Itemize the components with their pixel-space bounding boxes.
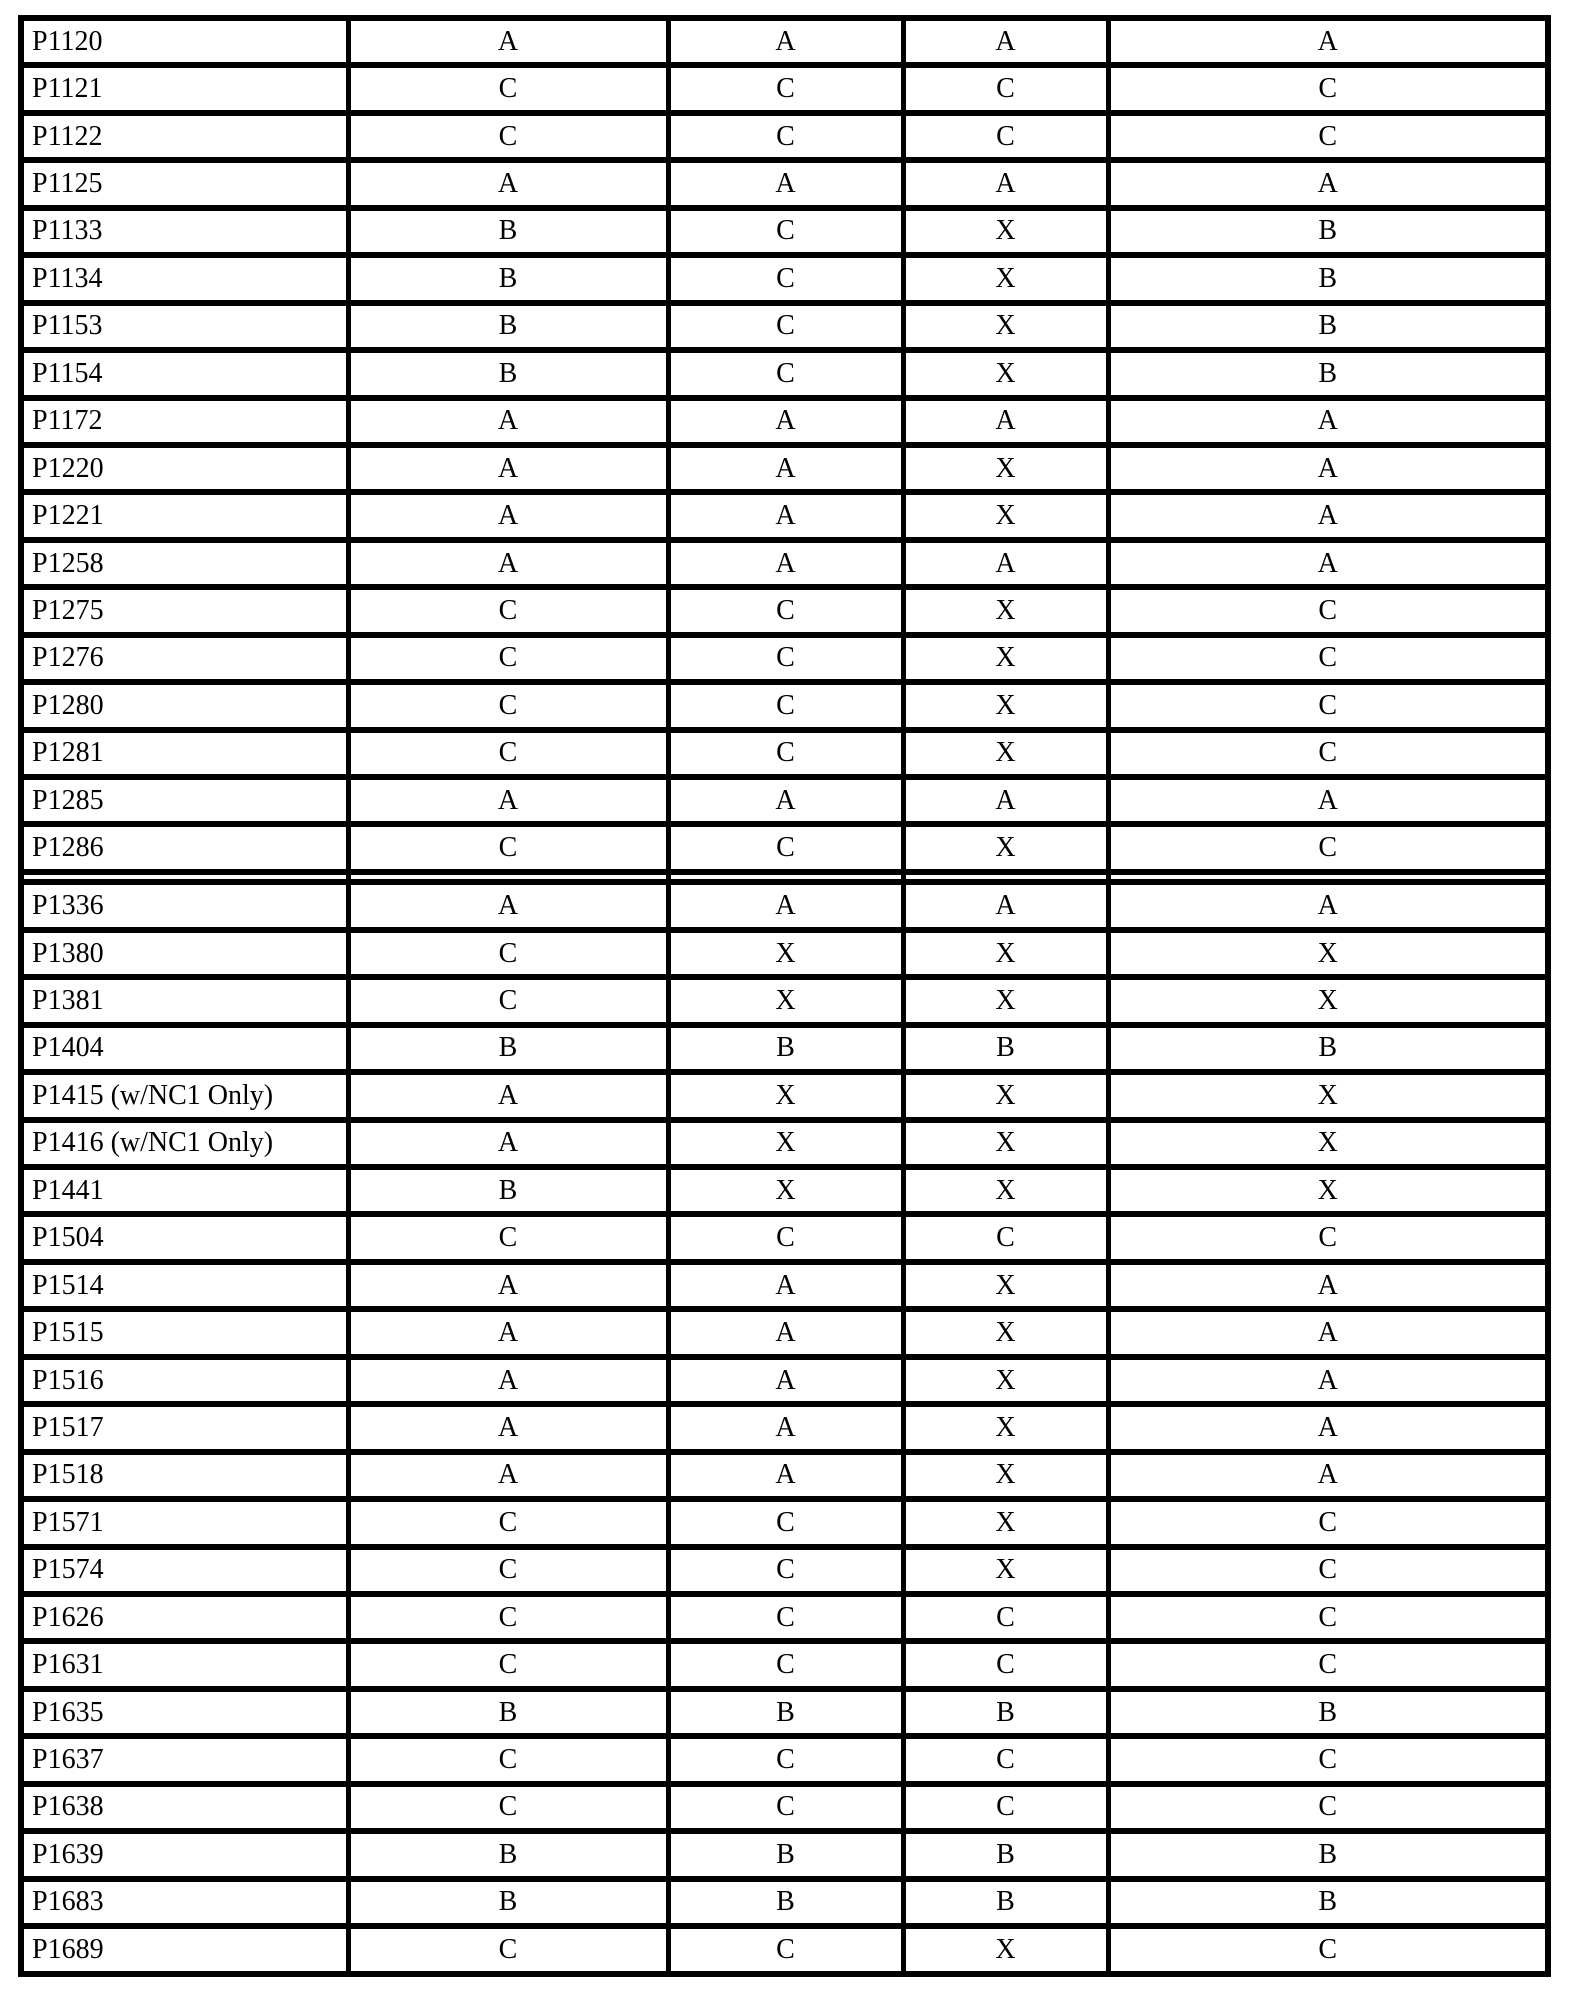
value-cell: A [668, 492, 903, 539]
value-cell: A [348, 882, 668, 929]
value-cell: C [348, 930, 668, 977]
value-cell: C [348, 65, 668, 112]
value-cell: C [348, 1926, 668, 1974]
value-cell: C [348, 1641, 668, 1688]
value-cell: C [668, 255, 903, 302]
value-cell: C [668, 1641, 903, 1688]
code-cell: P1122 [21, 113, 348, 160]
value-cell: C [903, 1594, 1108, 1641]
value-cell: B [668, 1879, 903, 1926]
value-cell: C [348, 977, 668, 1024]
value-cell: A [668, 18, 903, 65]
value-cell [903, 872, 1108, 883]
table-row [21, 682, 1548, 729]
value-cell: A [903, 777, 1108, 824]
value-cell: A [1108, 777, 1548, 824]
table-row [21, 1689, 1548, 1736]
code-cell: P1133 [21, 208, 348, 255]
value-cell: X [668, 1120, 903, 1167]
value-cell: A [668, 1262, 903, 1309]
code-cell: P1683 [21, 1879, 348, 1926]
code-cell: P1514 [21, 1262, 348, 1309]
value-cell [348, 872, 668, 883]
value-cell [1108, 872, 1548, 883]
value-cell: B [903, 1689, 1108, 1736]
value-cell: C [668, 730, 903, 777]
code-cell: P1134 [21, 255, 348, 302]
value-cell: C [348, 682, 668, 729]
value-cell: X [903, 1499, 1108, 1546]
code-cell: P1276 [21, 635, 348, 682]
code-cell: P1516 [21, 1357, 348, 1404]
table-row [21, 872, 1548, 883]
value-cell: X [903, 1926, 1108, 1974]
value-cell: X [668, 930, 903, 977]
code-cell: P1404 [21, 1025, 348, 1072]
value-cell: B [903, 1025, 1108, 1072]
value-cell: A [1108, 445, 1548, 492]
value-cell: C [1108, 682, 1548, 729]
table-row [21, 1831, 1548, 1878]
value-cell: B [348, 1879, 668, 1926]
value-cell: A [903, 160, 1108, 207]
code-cell: P1441 [21, 1167, 348, 1214]
value-cell: C [668, 1736, 903, 1783]
table-row [21, 1736, 1548, 1783]
value-cell: X [903, 682, 1108, 729]
value-cell: C [1108, 1926, 1548, 1974]
value-cell: C [668, 208, 903, 255]
value-cell: B [1108, 303, 1548, 350]
table-row [21, 160, 1548, 207]
code-cell: P1221 [21, 492, 348, 539]
value-cell: C [1108, 1594, 1548, 1641]
code-cell: P1639 [21, 1831, 348, 1878]
value-cell: C [668, 1547, 903, 1594]
table-row [21, 730, 1548, 777]
value-cell: A [1108, 540, 1548, 587]
code-cell: P1515 [21, 1309, 348, 1356]
table-row [21, 1594, 1548, 1641]
value-cell: X [903, 635, 1108, 682]
value-cell: C [903, 1736, 1108, 1783]
value-cell: A [348, 18, 668, 65]
code-cell: P1637 [21, 1736, 348, 1783]
value-cell: C [668, 1784, 903, 1831]
value-cell: A [1108, 1262, 1548, 1309]
value-cell: X [903, 1262, 1108, 1309]
value-cell: A [348, 1072, 668, 1119]
value-cell: B [1108, 208, 1548, 255]
value-cell: A [1108, 1357, 1548, 1404]
value-cell: C [1108, 1736, 1548, 1783]
value-cell: B [668, 1689, 903, 1736]
value-cell: C [348, 1784, 668, 1831]
value-cell: A [348, 540, 668, 587]
value-cell: B [348, 1025, 668, 1072]
value-cell [668, 872, 903, 883]
dtc-code-table [18, 15, 1551, 1977]
value-cell: C [348, 1547, 668, 1594]
value-cell: X [903, 1404, 1108, 1451]
value-cell: X [903, 587, 1108, 634]
value-cell: A [1108, 160, 1548, 207]
value-cell: C [668, 824, 903, 871]
table-row [21, 1404, 1548, 1451]
code-cell: P1631 [21, 1641, 348, 1688]
value-cell: A [668, 1404, 903, 1451]
code-cell: P1125 [21, 160, 348, 207]
value-cell: C [903, 65, 1108, 112]
value-cell: A [1108, 1309, 1548, 1356]
value-cell: X [903, 824, 1108, 871]
value-cell: X [903, 930, 1108, 977]
value-cell: B [1108, 1689, 1548, 1736]
value-cell: C [1108, 1214, 1548, 1261]
code-cell: P1154 [21, 350, 348, 397]
table-row [21, 1452, 1548, 1499]
value-cell: A [1108, 398, 1548, 445]
value-cell: C [1108, 730, 1548, 777]
value-cell: A [348, 1120, 668, 1167]
value-cell: C [348, 730, 668, 777]
value-cell: A [903, 540, 1108, 587]
value-cell: X [903, 445, 1108, 492]
value-cell: X [903, 1120, 1108, 1167]
value-cell: X [668, 1167, 903, 1214]
value-cell: A [348, 445, 668, 492]
value-cell: C [668, 113, 903, 160]
value-cell: C [668, 1499, 903, 1546]
value-cell: X [1108, 1167, 1548, 1214]
code-cell: P1336 [21, 882, 348, 929]
value-cell: A [903, 18, 1108, 65]
code-cell: P1638 [21, 1784, 348, 1831]
value-cell: C [1108, 1499, 1548, 1546]
code-cell: P1415 (w/NC1 Only) [21, 1072, 348, 1119]
code-cell: P1381 [21, 977, 348, 1024]
value-cell: X [903, 730, 1108, 777]
value-cell: A [348, 1262, 668, 1309]
table-row [21, 1357, 1548, 1404]
value-cell: C [348, 1594, 668, 1641]
table-row [21, 882, 1548, 929]
value-cell: A [668, 882, 903, 929]
value-cell: A [668, 160, 903, 207]
value-cell: X [903, 1309, 1108, 1356]
code-cell: P1280 [21, 682, 348, 729]
value-cell: X [903, 1357, 1108, 1404]
value-cell: A [1108, 882, 1548, 929]
value-cell: A [348, 1357, 668, 1404]
table-row [21, 1784, 1548, 1831]
value-cell: X [903, 303, 1108, 350]
value-cell: X [903, 1167, 1108, 1214]
value-cell: X [1108, 1120, 1548, 1167]
value-cell: C [668, 1214, 903, 1261]
value-cell: C [348, 635, 668, 682]
code-cell: P1172 [21, 398, 348, 445]
value-cell: A [1108, 18, 1548, 65]
value-cell: B [903, 1879, 1108, 1926]
table-row [21, 1214, 1548, 1261]
value-cell: B [348, 208, 668, 255]
table-row [21, 587, 1548, 634]
value-cell: C [1108, 1641, 1548, 1688]
value-cell: A [348, 398, 668, 445]
table-row [21, 1120, 1548, 1167]
code-cell: P1121 [21, 65, 348, 112]
value-cell: C [1108, 1547, 1548, 1594]
value-cell: A [348, 1404, 668, 1451]
code-cell: P1518 [21, 1452, 348, 1499]
value-cell: C [1108, 113, 1548, 160]
code-cell: P1275 [21, 587, 348, 634]
value-cell: C [1108, 587, 1548, 634]
value-cell: A [668, 398, 903, 445]
value-cell: X [903, 492, 1108, 539]
value-cell: X [903, 1452, 1108, 1499]
value-cell: B [348, 350, 668, 397]
code-cell: P1416 (w/NC1 Only) [21, 1120, 348, 1167]
value-cell: B [348, 1689, 668, 1736]
value-cell: A [903, 398, 1108, 445]
value-cell: A [348, 492, 668, 539]
value-cell: B [1108, 1831, 1548, 1878]
code-cell: P1281 [21, 730, 348, 777]
value-cell: C [668, 587, 903, 634]
value-cell: C [668, 682, 903, 729]
table-row [21, 1025, 1548, 1072]
value-cell: B [1108, 1879, 1548, 1926]
table-row [21, 1547, 1548, 1594]
table-row [21, 350, 1548, 397]
value-cell: A [1108, 492, 1548, 539]
value-cell: X [903, 350, 1108, 397]
table-row [21, 492, 1548, 539]
code-cell [21, 872, 348, 883]
value-cell: C [1108, 1784, 1548, 1831]
value-cell: C [348, 824, 668, 871]
value-cell: A [668, 1309, 903, 1356]
table-row [21, 824, 1548, 871]
value-cell: B [348, 303, 668, 350]
code-cell: P1626 [21, 1594, 348, 1641]
value-cell: X [903, 1547, 1108, 1594]
value-cell: C [348, 587, 668, 634]
code-cell: P1153 [21, 303, 348, 350]
table-row [21, 398, 1548, 445]
value-cell: C [903, 1641, 1108, 1688]
value-cell: A [668, 540, 903, 587]
value-cell: X [1108, 930, 1548, 977]
value-cell: C [348, 113, 668, 160]
value-cell: X [903, 977, 1108, 1024]
table-row [21, 255, 1548, 302]
table-row [21, 540, 1548, 587]
table-row [21, 1879, 1548, 1926]
value-cell: A [668, 777, 903, 824]
value-cell: C [1108, 824, 1548, 871]
code-cell: P1120 [21, 18, 348, 65]
value-cell: C [1108, 635, 1548, 682]
code-cell: P1286 [21, 824, 348, 871]
table-row [21, 65, 1548, 112]
value-cell: A [348, 1309, 668, 1356]
value-cell: C [668, 1926, 903, 1974]
value-cell: A [903, 882, 1108, 929]
code-cell: P1635 [21, 1689, 348, 1736]
code-cell: P1504 [21, 1214, 348, 1261]
value-cell: X [903, 1072, 1108, 1119]
table-row [21, 777, 1548, 824]
value-cell: B [668, 1025, 903, 1072]
value-cell: C [1108, 65, 1548, 112]
value-cell: A [348, 1452, 668, 1499]
table-row [21, 930, 1548, 977]
value-cell: X [668, 1072, 903, 1119]
code-cell: P1220 [21, 445, 348, 492]
table-row [21, 1167, 1548, 1214]
value-cell: C [348, 1214, 668, 1261]
value-cell: X [1108, 977, 1548, 1024]
value-cell: C [903, 1214, 1108, 1261]
value-cell: C [903, 113, 1108, 160]
code-cell: P1517 [21, 1404, 348, 1451]
code-cell: P1571 [21, 1499, 348, 1546]
value-cell: C [903, 1784, 1108, 1831]
value-cell: B [1108, 255, 1548, 302]
value-cell: A [668, 1452, 903, 1499]
code-cell: P1574 [21, 1547, 348, 1594]
code-cell: P1285 [21, 777, 348, 824]
table-row [21, 1499, 1548, 1546]
code-cell: P1380 [21, 930, 348, 977]
code-cell: P1258 [21, 540, 348, 587]
table-row [21, 1072, 1548, 1119]
value-cell: X [668, 977, 903, 1024]
value-cell: A [348, 777, 668, 824]
table-row [21, 1926, 1548, 1974]
value-cell: B [348, 1831, 668, 1878]
table-body [21, 18, 1548, 1974]
value-cell: A [348, 160, 668, 207]
code-cell: P1689 [21, 1926, 348, 1974]
value-cell: C [668, 303, 903, 350]
value-cell: C [668, 1594, 903, 1641]
value-cell: X [903, 208, 1108, 255]
value-cell: B [348, 255, 668, 302]
table-row [21, 1309, 1548, 1356]
value-cell: C [668, 65, 903, 112]
table-row [21, 113, 1548, 160]
value-cell: B [348, 1167, 668, 1214]
value-cell: A [1108, 1404, 1548, 1451]
table-row [21, 18, 1548, 65]
table-row [21, 1262, 1548, 1309]
value-cell: B [668, 1831, 903, 1878]
table-row [21, 303, 1548, 350]
value-cell: A [1108, 1452, 1548, 1499]
value-cell: C [348, 1499, 668, 1546]
value-cell: B [1108, 1025, 1548, 1072]
value-cell: C [668, 635, 903, 682]
value-cell: B [903, 1831, 1108, 1878]
value-cell: X [903, 255, 1108, 302]
table-row [21, 208, 1548, 255]
value-cell: A [668, 1357, 903, 1404]
table-row [21, 1641, 1548, 1688]
value-cell: X [1108, 1072, 1548, 1119]
value-cell: A [668, 445, 903, 492]
value-cell: B [1108, 350, 1548, 397]
table-row [21, 977, 1548, 1024]
table-row [21, 635, 1548, 682]
value-cell: C [668, 350, 903, 397]
value-cell: C [348, 1736, 668, 1783]
table-row [21, 445, 1548, 492]
